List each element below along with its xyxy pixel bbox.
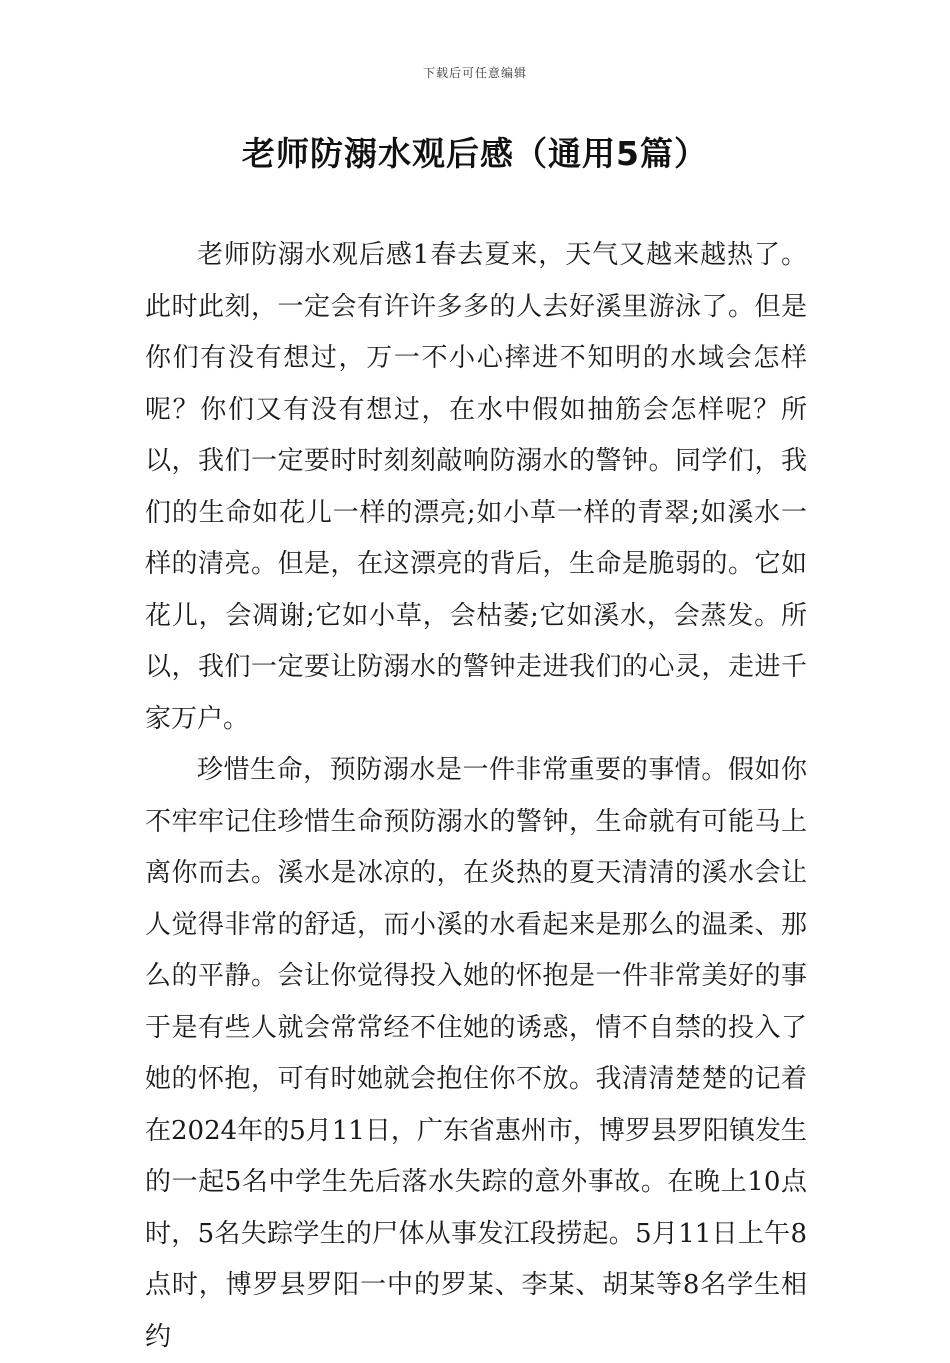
paragraph-2: 珍惜生命，预防溺水是一件非常重要的事情。假如你不牢牢记住珍惜生命预防溺水的警钟，生命就有可能马上离你而去。溪水是冰凉的，在炎热的夏天清清的溪水会让人觉得非常的舒适，而小溪的水看起来是那么的温柔、那么的平静。会让你觉得投入她的怀抱是一件非常美好的事于是有些人就会常常经不住她的诱惑，情不自禁的投入了她的怀抱，可有时她就会抱住你不放。我清清楚楚的记着在2024年的5月11日，广东省惠州市，博罗县罗阳镇发生的一起5名中学生先后落水失踪的意外事故。在晚上10点时，5名失踪学生的尸体从事发江段捞起。5月11日上午8点时，博罗县罗阳一中的罗某、李某、胡某等8名学生相约	[145, 755, 807, 1352]
document-title: 老师防溺水观后感（通用5篇）	[242, 134, 708, 173]
document-body	[145, 230, 807, 1363]
header-note: 下载后可任意编辑	[422, 66, 527, 80]
paragraph-1: 老师防溺水观后感1春去夏来，天气又越来越热了。此时此刻，一定会有许许多多的人去好溪里游泳了。但是你们有没有想过，万一不小心摔进不知明的水域会怎样呢？你们又有没有想过，在水中假如抽筋会怎样呢？所以，我们一定要时时刻刻敲响防溺水的警钟。同学们，我们的生命如花儿一样的漂亮;如小草一样的青翠;如溪水一样的清亮。但是，在这漂亮的背后，生命是脆弱的。它如花儿，会凋谢;它如小草，会枯萎;它如溪水，会蒸发。所以，我们一定要让防溺水的警钟走进我们的心灵，走进千家万户。	[145, 240, 807, 734]
